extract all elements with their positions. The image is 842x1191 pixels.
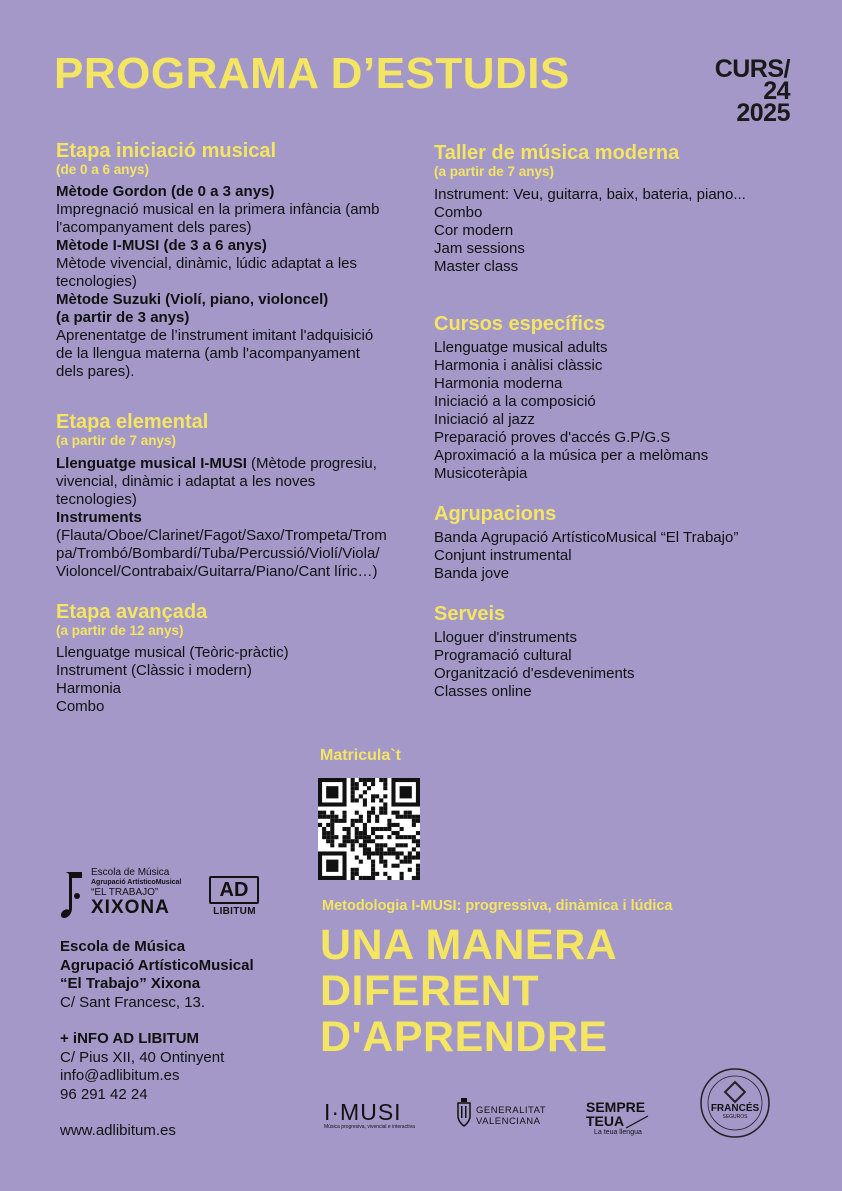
section-agrupacions	[434, 503, 794, 583]
section-cursos	[434, 313, 794, 483]
course-year-short: 24	[763, 77, 790, 105]
section-taller	[434, 142, 794, 276]
contact-email-link[interactable]: info@adlibitum.es	[60, 1067, 180, 1084]
adlibitum-mark: AD	[209, 876, 259, 904]
coat-of-arms-icon	[456, 1098, 472, 1128]
method-gordon-text: Impregnació musical en la primera infància (amb	[56, 201, 380, 218]
llenguatge-title: Llenguatge musical I-MUSI	[56, 455, 247, 472]
list-item: Lloguer d'instruments	[434, 629, 577, 646]
instruments-list: Violoncel/Contrabaix/Guitarra/Piano/Cant líric…)	[56, 563, 378, 580]
school-logo-text	[91, 868, 181, 918]
contact-school-name: “El Trabajo” Xixona	[60, 975, 201, 992]
section-title: Etapa avançada	[56, 601, 208, 623]
method-suzuki-subtitle: (a partir de 3 anys)	[56, 309, 190, 326]
list-item: Conjunt instrumental	[434, 547, 572, 564]
list-item: Combo	[56, 698, 105, 715]
section-title: Etapa elemental	[56, 411, 209, 433]
method-imusi-title: Mètode I-MUSI (de 3 a 6 anys)	[56, 237, 267, 254]
school-logo-line: “EL TRABAJO”	[91, 887, 159, 898]
methodology-tagline: Metodologia I-MUSI: progressiva, dinàmica i lúdica	[322, 898, 673, 914]
list-item: Preparació proves d'accés G.P/G.S	[434, 429, 671, 446]
course-year-full: 2025	[736, 99, 790, 127]
list-item: Classes online	[434, 683, 532, 700]
llenguatge-desc: (Mètode progresiu,	[246, 455, 377, 472]
course-label: CURS/	[714, 55, 790, 83]
generalitat-line: VALENCIANA	[476, 1116, 541, 1127]
frances-subtext: SEGUROS	[722, 1114, 748, 1120]
list-item: Banda Agrupació ArtísticoMusical “El Trabajo”	[434, 529, 739, 546]
imusi-tagline: Música progresiva, vivencial e interactiva	[324, 1124, 415, 1130]
generalitat-line: GENERALITAT	[476, 1105, 547, 1116]
page-title: PROGRAMA D’ESTUDIS	[54, 49, 570, 98]
method-gordon-title: Mètode Gordon (de 0 a 3 anys)	[56, 183, 275, 200]
music-note-icon	[60, 870, 88, 920]
section-title: Etapa iniciació musical	[56, 140, 277, 162]
list-item: Banda jove	[434, 565, 510, 582]
list-item: Master class	[434, 258, 519, 275]
adlibitum-wordmark: LIBITUM	[213, 906, 256, 917]
list-item: Iniciació a la composició	[434, 393, 596, 410]
section-serveis	[434, 603, 794, 701]
section-title: Serveis	[434, 603, 506, 625]
frances-wordmark: FRANCÉS	[710, 1103, 760, 1114]
list-item: Instrument: Veu, guitarra, baix, bateria, piano...	[434, 186, 746, 203]
sempre-teua-tagline: La teua llengua	[594, 1129, 642, 1136]
section-iniciacio	[56, 140, 416, 381]
method-suzuki-text: de la llengua materna (amb l'acompanyament	[56, 345, 360, 362]
generalitat-text	[476, 1105, 546, 1127]
contact-school-address: C/ Sant Francesc, 13.	[60, 993, 206, 1011]
contact-website-link[interactable]: www.adlibitum.es	[60, 1122, 176, 1139]
method-suzuki-title: Mètode Suzuki (Violí, piano, violoncel)	[56, 291, 329, 308]
method-gordon-text: l'acompanyament dels pares)	[56, 219, 252, 236]
method-imusi-text: Mètode vivencial, dinàmic, lúdic adaptat a les	[56, 255, 357, 272]
list-item: Harmonia	[56, 680, 122, 697]
contact-school-name: Agrupació ArtísticoMusical	[60, 956, 254, 974]
sempre-teua-line: TEUA	[586, 1113, 625, 1129]
school-logo-line: XIXONA	[91, 897, 170, 918]
enrol-label: Matricula`t	[320, 747, 401, 764]
contact-school-name: Escola de Música	[60, 938, 186, 955]
adlibitum-logo	[207, 876, 262, 922]
section-subtitle: (a partir de 7 anys)	[434, 164, 555, 179]
instruments-title: Instruments	[56, 509, 142, 526]
list-item: Harmonia i anàlisi clàssic	[434, 357, 603, 374]
instruments-list: pa/Trombó/Bombardí/Tuba/Percussió/Violí/Viola/	[56, 545, 380, 562]
list-item: Cor modern	[434, 222, 514, 239]
list-item: Instrument (Clàssic i modern)	[56, 662, 252, 679]
llenguatge-text	[56, 455, 416, 473]
slogan	[320, 922, 617, 1060]
section-title: Taller de música moderna	[434, 142, 680, 164]
sempre-teua-line: SEMPRE	[586, 1099, 646, 1115]
list-item: Llenguatge musical (Teòric-pràctic)	[56, 644, 289, 661]
section-avancada	[56, 601, 416, 716]
school-logo-line: Agrupació ArtísticoMusical	[91, 879, 182, 886]
list-item: Iniciació al jazz	[434, 411, 535, 428]
slogan-line: UNA MANERA	[320, 921, 618, 969]
section-title: Cursos específics	[434, 313, 606, 335]
contact-info-address: C/ Pius XII, 40 Ontinyent	[60, 1048, 225, 1066]
section-title: Agrupacions	[434, 503, 557, 525]
list-item: Jam sessions	[434, 240, 525, 257]
contact-phone[interactable]: 96 291 42 24	[60, 1085, 148, 1103]
imusi-logo	[324, 1100, 424, 1131]
list-item: Llenguatge musical adults	[434, 339, 608, 356]
slash-icon	[622, 1114, 652, 1130]
sempre-teua-logo	[586, 1100, 666, 1138]
list-item: Combo	[434, 204, 483, 221]
list-item: Aproximació a la música per a melòmans	[434, 447, 709, 464]
slogan-line: D'APRENDRE	[320, 1013, 608, 1061]
instruments-list: (Flauta/Oboe/Clarinet/Fagot/Saxo/Trompeta/Trom	[56, 527, 387, 544]
school-logo-line: Escola de Música	[91, 867, 170, 878]
section-elemental	[56, 411, 416, 581]
school-logo	[60, 868, 190, 924]
section-subtitle: (de 0 a 6 anys)	[56, 162, 150, 177]
method-suzuki-text: Aprenentatge de l’instrument imitant l'adquisició	[56, 327, 374, 344]
llenguatge-desc: tecnologies)	[56, 491, 137, 508]
llenguatge-desc: vivencial, dinàmic i adaptat a les noves	[56, 473, 316, 490]
list-item: Musicoteràpia	[434, 465, 528, 482]
method-suzuki-text: dels pares).	[56, 363, 135, 380]
generalitat-logo	[456, 1098, 556, 1130]
qr-code-icon	[318, 778, 420, 880]
slogan-line: DIFERENT	[320, 967, 539, 1015]
imusi-wordmark: I·MUSI	[324, 1099, 402, 1125]
section-subtitle: (a partir de 7 anys)	[56, 433, 177, 448]
list-item: Programació cultural	[434, 647, 572, 664]
contact-block	[60, 938, 254, 1141]
method-imusi-text: tecnologies)	[56, 273, 137, 290]
section-subtitle: (a partir de 12 anys)	[56, 623, 184, 638]
list-item: Harmonia moderna	[434, 375, 563, 392]
course-year	[714, 55, 790, 127]
enrol-qr-code[interactable]	[318, 778, 420, 880]
frances-seguros-logo	[699, 1067, 771, 1139]
contact-info-title: + iNFO AD LIBITUM	[60, 1030, 200, 1047]
list-item: Organització d'esdeveniments	[434, 665, 635, 682]
